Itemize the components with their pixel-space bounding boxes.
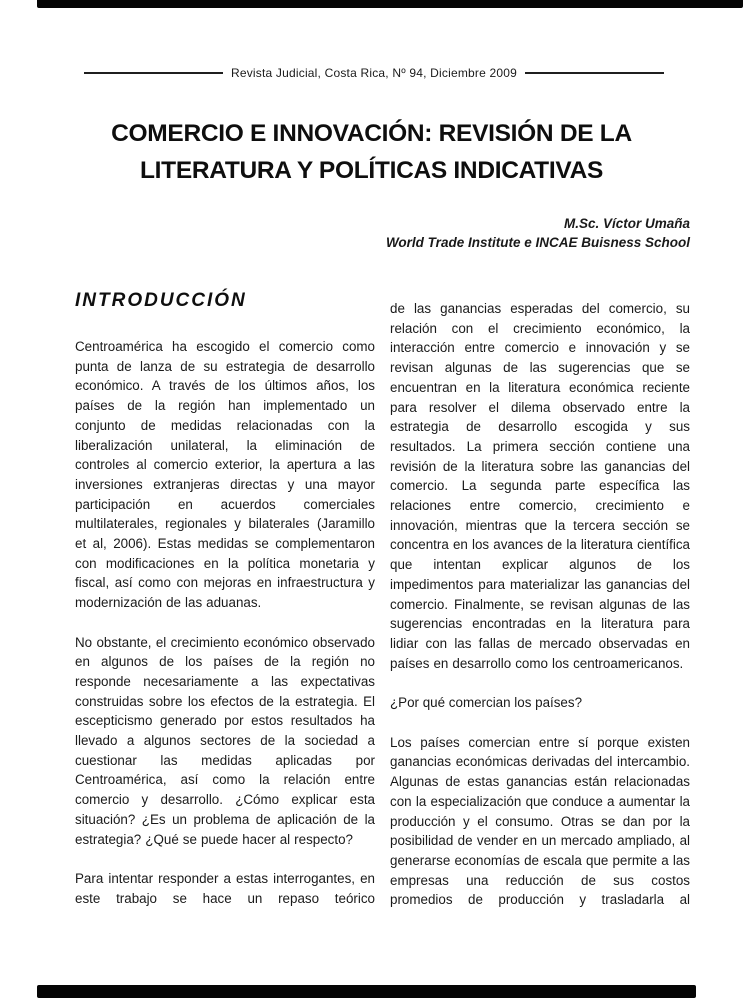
article-title-line1: COMERCIO E INNOVACIÓN: REVISIÓN DE LA [111,120,632,147]
left-column [75,290,375,928]
paragraph-intro-1: Centroamérica ha escogido el comercio como punta de lanza de su estrategia de desarrollo económico. A través de los últimos años, los países de la región han implementado un conjunto de medidas relacionadas con la liberalización unilateral, la eliminación de controles al comercio exterior, la apertura a las inversiones extranjeras directas y una mayor participación en acuerdos comerciales multilaterales, regionales y bilaterales (Jaramillo et al, 2006). Estas medidas se complementaron con modificaciones en la política monetaria y fiscal, así como con mejoras en infraestructura y modernización de las aduanas. [75,339,375,611]
journal-name: Revista Judicial, Costa Rica, Nº 94, Diciembre 2009 [230,66,518,80]
section-heading-introduccion: INTRODUCCIÓN [75,290,247,311]
paragraph-intro-3: Para intentar responder a estas interrogantes, en este trabajo se hace un repaso teórico [75,870,375,906]
article-title-line2: LITERATURA Y POLÍTICAS INDICATIVAS [139,157,604,184]
scan-artifact-bar-bottom [37,985,696,998]
article-title [40,115,703,189]
paragraph-continuation: de las ganancias esperadas del comercio, su relación con el crecimiento económico, la interacción entre comercio e innovación y se revisan algunas de las sugerencias que se encuentran en la literatura económica reciente para resolver el dilema observado entre la estrategia de desarrollo escogida y sus resultados. La primera sección contiene una revisión de la literatura sobre las ganancias del comercio. La segunda parte específica las relaciones entre comercio, crecimiento e innovación, mientras que la tercera sección se concentra en los avances de la literatura científica que intentan explicar algunos de los impedimentos para materializar las ganancias del comercio. Finalmente, se revisan algunas de las sugerencias encontradas en la literatura para lidiar con las fallas de mercado observadas en países en desarrollo como los centroamericanos. [390,301,690,671]
scan-artifact-bar-top [37,0,743,8]
running-head [84,66,664,80]
paragraph-intro-2: No obstante, el crecimiento económico observado en algunos de los países de la región no responde necesariamente a las expectativas construidas sobre los efectos de la estrategia. El escepticismo generado por estos resultados ha llevado a algunos sectores de la sociedad a cuestionar las medidas aplicadas por Centroamérica, así como la relación entre comercio y desarrollo. ¿Cómo explicar esta situación? ¿Es un problema de aplicación de la estrategia? ¿Qué se puede hacer al respecto? [75,634,375,847]
running-head-rule-right [525,72,664,74]
right-column [390,290,690,930]
byline [75,214,690,252]
running-head-rule-left [84,72,223,74]
author-affiliation: World Trade Institute e INCAE Buisness School [385,235,690,250]
subquestion-heading: ¿Por qué comercian los países? [390,695,583,711]
author-name: M.Sc. Víctor Umaña [563,216,690,231]
paragraph-why-trade: Los países comercian entre sí porque existen ganancias económicas derivadas del intercambio. Algunas de estas ganancias están relacionadas con la especialización que conduce a aumentar la producción y el consumo. Otras se dan por la posibilidad de vender en un mercado ampliado, al generarse economías de escala que permite a las empresas una reducción de sus costos promedios de producción y trasladarla al [390,734,690,908]
